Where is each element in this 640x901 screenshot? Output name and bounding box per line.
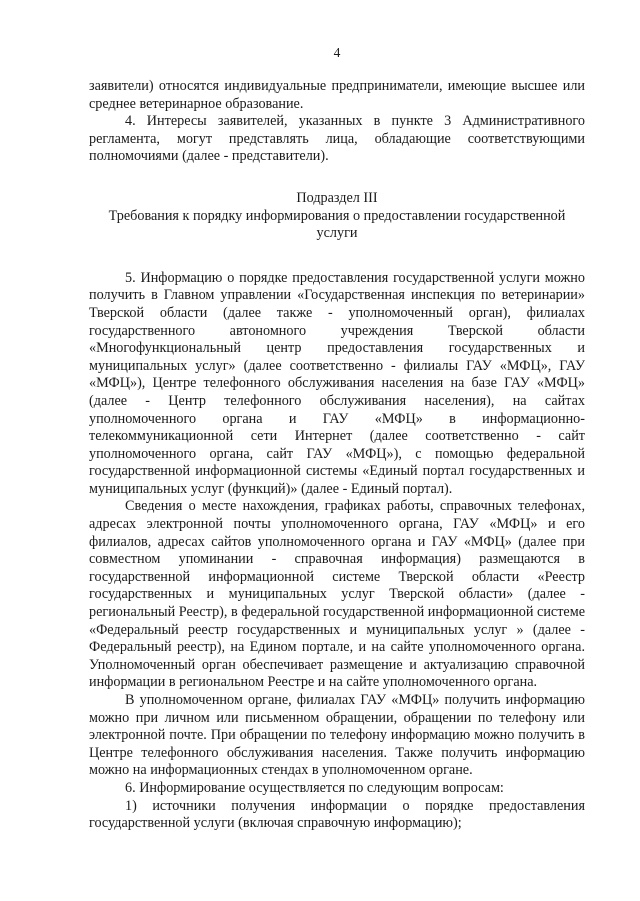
- paragraph-item-6-1: 1) источники получения информации о порядке предоставления государственной услуги (включая справочную информацию);: [89, 797, 585, 832]
- subsection-title: Требования к порядку информирования о предоставлении государственной услуги: [108, 207, 566, 242]
- paragraph-how-to-get-info: В уполномоченном органе, филиалах ГАУ «МФЦ» получить информацию можно при личном или письменном обращении, обращении по телефону или электронной почте. При обращении по телефону информацию можно получить в Центре телефонного обслуживания населения. Также получить информацию можно на информационных стендах в уполномоченном органе.: [89, 692, 585, 779]
- paragraph-reference-info: Сведения о месте нахождения, графиках работы, справочных телефонах, адресах электронной почты уполномоченного органа, ГАУ «МФЦ» и его филиалов, адресах сайтов уполномоченного органа и ГАУ «МФЦ» (далее при совместном упоминании - справочная информация) размещаются в государственной информационной системе Тверской области «Реестр государственных и муниципальных услуг Тверской области» (далее - региональный Реестр), в федеральной государственной информационной системе «Федеральный реестр государственных и муниципальных услуг » (далее - Федеральный реестр), на Едином портале, и на сайте уполномоченного органа. Уполномоченный орган обеспечивает размещение и актуализацию справочной информации в региональном Реестре и на сайте уполномоченного органа.: [89, 498, 585, 691]
- paragraph-item-5: 5. Информацию о порядке предоставления государственной услуги можно получить в Главном управлении «Государственная инспекция по ветеринарии» Тверской области (далее также - уполномоченный орган), филиалах государственного автономного учреждения Тверской области «Многофункциональный центр предоставления государственных и муниципальных услуг» (далее соответственно - филиалы ГАУ «МФЦ», ГАУ «МФЦ»), Центре телефонного обслуживания населения на базе ГАУ «МФЦ» (далее - Центр телефонного обслуживания населения), на сайтах уполномоченного органа и ГАУ «МФЦ» в информационно-телекоммуникационной сети Интернет (далее соответственно - сайт уполномоченного органа, сайт ГАУ «МФЦ»), с помощью федеральной государственной информационной системы «Единый портал государственных и муниципальных услуг (функций)» (далее - Единый портал).: [89, 269, 585, 497]
- spacer: [89, 166, 585, 190]
- paragraph-applicants-continued: заявители) относятся индивидуальные предприниматели, имеющие высшее или среднее ветеринарное образование.: [89, 78, 585, 112]
- paragraph-item-6: 6. Информирование осуществляется по следующим вопросам:: [125, 779, 504, 796]
- spacer: [89, 243, 585, 270]
- page-number: 4: [333, 45, 341, 60]
- subsection-number: Подраздел III: [296, 189, 378, 206]
- paragraph-item-4: 4. Интересы заявителей, указанных в пункте 3 Административного регламента, могут представлять лица, обладающие соответствующими полномочиями (далее - представители).: [89, 113, 585, 165]
- document-page: [89, 44, 585, 833]
